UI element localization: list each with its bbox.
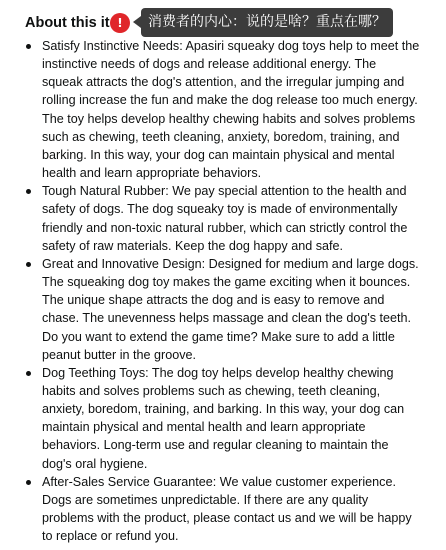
feature-bullet-instinctive-needs: Satisfy Instinctive Needs: Apasiri squeaky dog toys help to meet the instinctive needs of dogs and release additional energy. The squeak attracts the dog's attention, and the irregular jumping and rolling increase the fun and make the dog release too much energy. The toy helps develop healthy chewing habits and solves problems such as chewing, teeth cleaning, anxiety, boredom, training, and barking. In this way, your dog can maintain physical and mental health and learn appropriate behaviors. <box>25 37 420 182</box>
feature-bullet-list <box>25 37 420 545</box>
annotation-text: 消费者的内心：说的是啥？重点在哪？ <box>141 8 393 37</box>
feature-bullet-after-sales: After-Sales Service Guarantee: We value customer experience. Dogs are sometimes unpredictable. If there are any quality problems with the product, please contact us and we will be happy to replace or refund you. <box>25 473 420 546</box>
feature-bullet-innovative-design: Great and Innovative Design: Designed for medium and large dogs. The squeaking dog toy makes the game exciting when it bounces. The unique shape attracts the dog and is easy to remove and chase. The unevenness helps massage and clean the dog's teeth. Do you want to extend the game time? Make sure to add a little peanut butter in the groove. <box>25 255 420 364</box>
annotation-callout <box>110 8 393 37</box>
section-heading: About this it <box>25 15 110 31</box>
feature-bullet-natural-rubber: Tough Natural Rubber: We pay special attention to the health and safety of dogs. The dog squeaky toy is made of environmentally friendly and non-toxic natural rubber, which can strictly control the safety of raw materials. Keep the dog happy and safe. <box>25 182 420 255</box>
feature-bullet-teething-toys: Dog Teething Toys: The dog toy helps develop healthy chewing habits and solves problems such as chewing, teeth cleaning, anxiety, boredom, training, and barking. In this way, your dog can maintain physical and mental health and learn appropriate behaviors. Long-term use and regular cleaning to maintain the dog's oral hygiene. <box>25 364 420 473</box>
exclamation-badge-icon: ! <box>110 13 130 33</box>
